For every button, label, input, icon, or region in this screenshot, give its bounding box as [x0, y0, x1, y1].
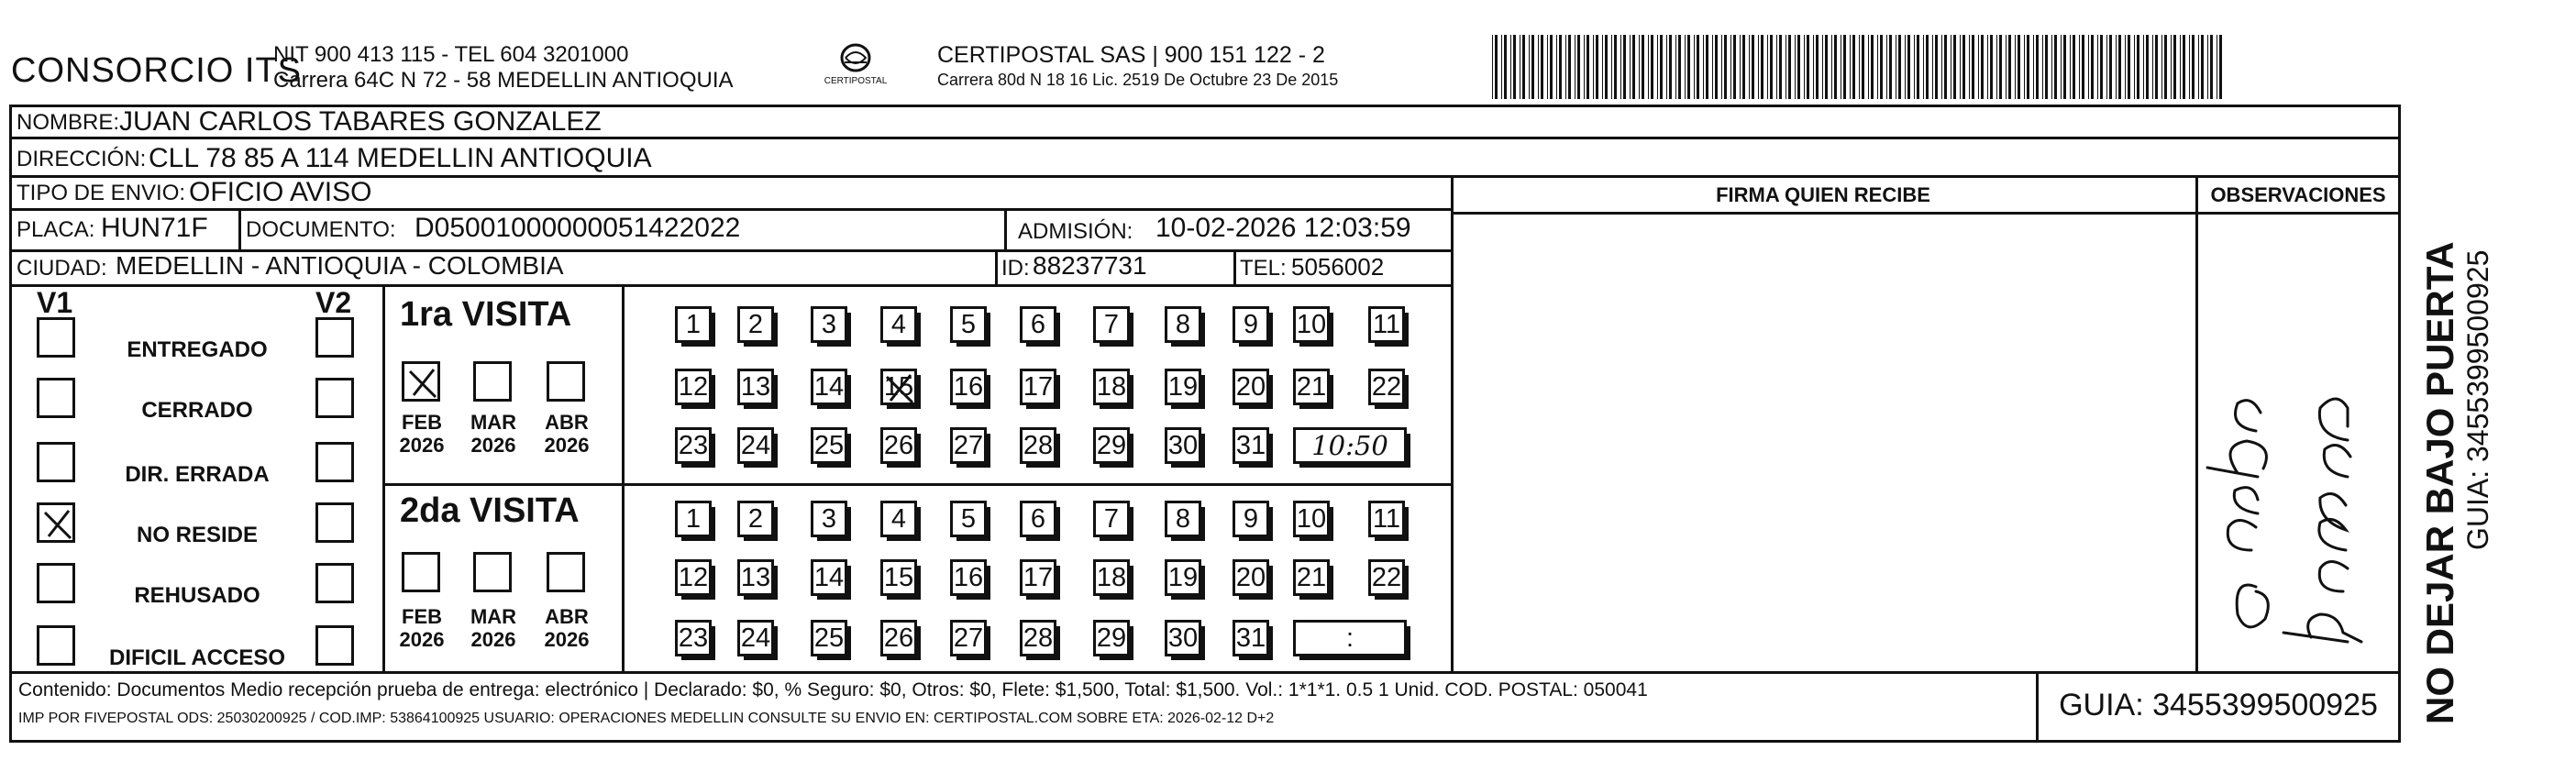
day-box[interactable]: [880, 501, 917, 537]
day-number: 22: [1371, 371, 1402, 402]
direccion-label: DIRECCIÓN:: [17, 147, 147, 171]
month-year: 2026: [544, 434, 590, 458]
month-checkbox[interactable]: [473, 361, 512, 402]
v1-header: V1: [37, 286, 73, 319]
placa-value: HUN71F: [101, 213, 208, 243]
month-label: [385, 411, 459, 458]
v2-checkbox[interactable]: [315, 442, 354, 482]
nombre-value: JUAN CARLOS TABARES GONZALEZ: [119, 106, 602, 137]
day-number: 13: [740, 371, 771, 402]
day-number: 4: [890, 309, 907, 339]
admision-value: 10-02-2026 12:03:59: [1155, 213, 1411, 243]
day-number: 15: [883, 562, 914, 592]
v2-header: V2: [315, 286, 352, 319]
day-box[interactable]: [811, 306, 847, 343]
day-number: 17: [1023, 371, 1054, 402]
day-box[interactable]: [1293, 559, 1330, 596]
month-year: 2026: [399, 628, 445, 652]
day-box[interactable]: [950, 501, 987, 537]
company-address: Carrera 64C N 72 - 58 MEDELLIN ANTIOQUIA: [273, 68, 734, 93]
firma-header: FIRMA QUIEN RECIBE: [1716, 183, 1930, 206]
day-box[interactable]: [1233, 620, 1269, 656]
day-box[interactable]: [1368, 559, 1405, 596]
month-checkbox[interactable]: [402, 361, 440, 402]
day-number: 11: [1372, 309, 1401, 339]
day-number: 2: [747, 309, 764, 339]
day-box[interactable]: [1165, 501, 1201, 537]
status-label: REHUSADO: [134, 583, 260, 608]
day-box[interactable]: [811, 501, 847, 537]
day-box[interactable]: [675, 369, 712, 405]
day-number: 25: [813, 623, 845, 653]
day-box[interactable]: [1233, 306, 1269, 343]
day-number: 3: [821, 503, 837, 534]
day-number: 9: [1243, 309, 1259, 339]
month-checkbox[interactable]: [547, 361, 585, 402]
day-number: 8: [1175, 309, 1191, 339]
day-box[interactable]: [1233, 427, 1269, 464]
day-box[interactable]: [675, 427, 712, 464]
month-name: FEB: [402, 411, 442, 434]
day-box[interactable]: [811, 427, 847, 464]
ciudad-label: CIUDAD:: [17, 256, 107, 281]
barcode: [1490, 35, 2224, 99]
day-box[interactable]: [880, 427, 917, 464]
id-label: ID:: [1001, 256, 1030, 281]
placa-label: PLACA:: [17, 217, 95, 242]
day-box[interactable]: [737, 427, 774, 464]
month-label: [457, 605, 530, 652]
direccion-value: CLL 78 85 A 114 MEDELLIN ANTIOQUIA: [149, 143, 652, 173]
day-number: 11: [1372, 503, 1401, 534]
day-number: 18: [1096, 371, 1127, 402]
month-label: [457, 411, 530, 458]
day-box[interactable]: [1093, 620, 1130, 656]
side-guia: GUIA: 3455399500925: [2461, 249, 2494, 550]
company-name: CONSORCIO ITS: [11, 51, 303, 90]
side-warning: NO DEJAR BAJO PUERTA: [2418, 241, 2461, 724]
day-number: 7: [1103, 309, 1120, 339]
footer-guia: GUIA: 3455399500925: [2059, 688, 2378, 722]
day-number: 13: [740, 562, 771, 592]
day-box[interactable]: [1368, 501, 1405, 537]
certipostal-name: CERTIPOSTAL SAS | 900 151 122 - 2: [937, 42, 1325, 68]
month-checkbox[interactable]: [473, 552, 512, 592]
nit-line: NIT 900 413 115 - TEL 604 3201000: [273, 42, 629, 67]
month-year: 2026: [470, 628, 516, 652]
day-number: 26: [883, 623, 914, 653]
day-number: 23: [678, 623, 709, 653]
month-name: ABR: [545, 411, 589, 434]
day-number: 30: [1167, 623, 1199, 653]
observaciones-handwriting: [2201, 220, 2394, 669]
status-label: ENTREGADO: [127, 337, 268, 362]
tipo-envio-value: OFICIO AVISO: [189, 177, 372, 207]
day-box[interactable]: [1368, 369, 1405, 405]
day-number: 12: [678, 562, 709, 592]
status-label: DIFICIL ACCESO: [108, 645, 285, 670]
day-number: 10: [1296, 309, 1327, 339]
day-number: 20: [1235, 371, 1266, 402]
day-box[interactable]: [950, 620, 987, 656]
day-box[interactable]: [1093, 559, 1130, 596]
day-box[interactable]: [675, 559, 712, 596]
month-checkbox[interactable]: [402, 552, 440, 592]
day-box[interactable]: [675, 306, 712, 343]
ciudad-value: MEDELLIN - ANTIOQUIA - COLOMBIA: [116, 251, 564, 280]
day-box[interactable]: [1233, 501, 1269, 537]
day-number: 7: [1103, 503, 1120, 534]
day-box[interactable]: [880, 559, 917, 596]
documento-label: DOCUMENTO:: [246, 217, 396, 242]
month-label: [385, 605, 459, 652]
day-number: 23: [678, 430, 709, 460]
day-box[interactable]: [737, 620, 774, 656]
second-visit-title: 2da VISITA: [400, 491, 580, 530]
day-box[interactable]: [1165, 559, 1201, 596]
day-number: 31: [1235, 430, 1266, 460]
day-number: 16: [953, 371, 984, 402]
day-box[interactable]: [1233, 369, 1269, 405]
day-number: 30: [1167, 430, 1199, 460]
day-number: 18: [1096, 562, 1127, 592]
day-box[interactable]: [737, 559, 774, 596]
v1-checkbox[interactable]: [37, 625, 75, 666]
day-number: 25: [813, 430, 845, 460]
day-box[interactable]: [1020, 501, 1056, 537]
footer-contenido: Contenido: Documentos Medio recepción prueba de entrega: electrónico | Declarado: $0, % Seguro: $0, Otros: $0, Flete: $1,500, Total: $1,500. Vol.: 1*1*1. 0.5 1 Unid. COD. POSTAL: 050041: [18, 679, 1648, 700]
day-box[interactable]: [1093, 369, 1130, 405]
month-year: 2026: [544, 628, 590, 652]
day-number: 27: [953, 623, 984, 653]
day-number: 20: [1235, 562, 1266, 592]
day-box[interactable]: [737, 501, 774, 537]
day-number: 28: [1023, 623, 1054, 653]
day-box[interactable]: [1165, 620, 1201, 656]
day-box[interactable]: [1093, 427, 1130, 464]
day-box[interactable]: [1293, 306, 1330, 343]
day-number: 16: [953, 562, 984, 592]
day-number: 4: [890, 503, 907, 534]
day-box[interactable]: [737, 306, 774, 343]
day-box[interactable]: [811, 559, 847, 596]
certipostal-logo: [814, 42, 897, 94]
day-number: 5: [960, 503, 977, 534]
day-box[interactable]: [950, 559, 987, 596]
tel-label: TEL:: [1240, 256, 1287, 281]
day-number: 28: [1023, 430, 1054, 460]
day-number: 6: [1030, 503, 1046, 534]
day-number: 29: [1096, 430, 1127, 460]
certipostal-address: Carrera 80d N 18 16 Lic. 2519 De Octubre 23 De 2015: [937, 71, 1339, 89]
tipo-envio-label: TIPO DE ENVIO:: [17, 181, 186, 205]
status-label: NO RESIDE: [136, 523, 259, 547]
day-box[interactable]: [675, 620, 712, 656]
month-year: 2026: [399, 434, 445, 458]
v2-checkbox[interactable]: [315, 563, 354, 603]
day-box[interactable]: [1020, 306, 1056, 343]
day-number: 27: [953, 430, 984, 460]
day-number: 24: [740, 430, 771, 460]
day-number: 5: [960, 309, 977, 339]
day-box[interactable]: [1020, 427, 1056, 464]
day-number: 6: [1030, 309, 1046, 339]
day-number: 31: [1235, 623, 1266, 653]
day-number: 14: [813, 562, 845, 592]
v1-checkbox[interactable]: [37, 563, 75, 603]
day-box[interactable]: [1093, 501, 1130, 537]
status-label: DIR. ERRADA: [125, 462, 270, 487]
month-name: ABR: [545, 605, 589, 628]
month-label: [530, 605, 603, 652]
day-box[interactable]: [880, 620, 917, 656]
v1-checkbox[interactable]: [37, 502, 75, 543]
day-number: 2: [747, 503, 764, 534]
month-name: MAR: [470, 605, 517, 628]
status-label: CERRADO: [141, 398, 253, 423]
day-number: 3: [821, 309, 837, 339]
v1-checkbox[interactable]: [37, 317, 75, 358]
day-number: 29: [1096, 623, 1127, 653]
day-box[interactable]: [1368, 306, 1405, 343]
day-box[interactable]: [880, 306, 917, 343]
v2-checkbox[interactable]: [315, 502, 354, 543]
day-number: 8: [1175, 503, 1191, 534]
day-box[interactable]: [1165, 427, 1201, 464]
month-year: 2026: [470, 434, 516, 458]
v2-checkbox[interactable]: [315, 625, 354, 666]
day-number: 10: [1296, 503, 1327, 534]
month-checkbox[interactable]: [547, 552, 585, 592]
day-box[interactable]: [950, 427, 987, 464]
day-box[interactable]: [1020, 369, 1056, 405]
footer-imp: IMP POR FIVEPOSTAL ODS: 25030200925 / COD.IMP: 53864100925 USUARIO: OPERACIONES MEDELLIN CONSULTE SU ENVIO EN: CERTIPOSTAL.COM SOBRE ETA: 2026-02-12 D+2: [18, 711, 1275, 726]
time-value: :: [1345, 623, 1354, 653]
day-number: 12: [678, 371, 709, 402]
month-name: MAR: [470, 411, 517, 434]
v2-checkbox[interactable]: [315, 317, 354, 358]
time-box[interactable]: [1293, 427, 1407, 464]
first-visit-title: 1ra VISITA: [400, 295, 572, 334]
month-name: FEB: [402, 605, 442, 628]
day-box[interactable]: [811, 620, 847, 656]
day-box[interactable]: [880, 369, 917, 405]
observaciones-header: OBSERVACIONES: [2210, 183, 2386, 206]
day-number: 1: [685, 309, 702, 339]
day-box[interactable]: [737, 369, 774, 405]
day-box[interactable]: [1020, 620, 1056, 656]
day-box[interactable]: [950, 369, 987, 405]
day-number: 22: [1371, 562, 1402, 592]
day-number: 19: [1167, 371, 1199, 402]
nombre-label: NOMBRE:: [17, 110, 120, 135]
day-box[interactable]: [811, 369, 847, 405]
time-box[interactable]: [1293, 620, 1407, 656]
admision-label: ADMISIÓN:: [1018, 219, 1133, 244]
day-box[interactable]: [1165, 306, 1201, 343]
day-number: 21: [1296, 371, 1327, 402]
v2-checkbox[interactable]: [315, 378, 354, 418]
day-number: 15: [883, 371, 914, 402]
day-box[interactable]: [1293, 501, 1330, 537]
day-box[interactable]: [1020, 559, 1056, 596]
day-number: 26: [883, 430, 914, 460]
tel-value: 5056002: [1291, 253, 1385, 281]
day-box[interactable]: [950, 306, 987, 343]
id-value: 88237731: [1033, 251, 1147, 280]
v1-checkbox[interactable]: [37, 442, 75, 482]
day-number: 21: [1296, 562, 1327, 592]
day-number: 17: [1023, 562, 1054, 592]
day-number: 1: [685, 503, 702, 534]
day-number: 9: [1243, 503, 1259, 534]
logo-text: CERTIPOSTAL: [824, 76, 888, 86]
day-box[interactable]: [675, 501, 712, 537]
day-box[interactable]: [1093, 306, 1130, 343]
day-number: 19: [1167, 562, 1199, 592]
day-box[interactable]: [1165, 369, 1201, 405]
day-number: 14: [813, 371, 845, 402]
time-value: 10:50: [1311, 430, 1388, 461]
day-box[interactable]: [1293, 369, 1330, 405]
day-box[interactable]: [1233, 559, 1269, 596]
v1-checkbox[interactable]: [37, 378, 75, 418]
month-label: [530, 411, 603, 458]
day-number: 24: [740, 623, 771, 653]
documento-value: D05001000000051422022: [415, 213, 741, 243]
